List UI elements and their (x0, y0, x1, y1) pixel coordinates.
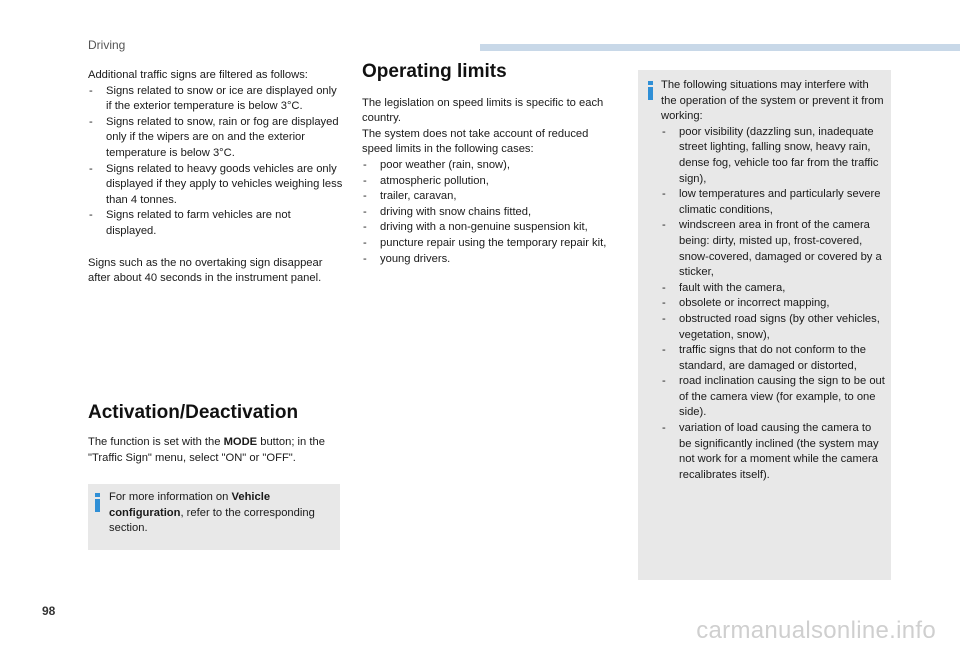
info-box-vehicle-configuration (88, 484, 340, 550)
list-item: - obsolete or incorrect mapping, (661, 296, 885, 312)
info-icon (95, 493, 101, 512)
list-item: - poor visibility (dazzling sun, inadequate street lighting, falling snow, heavy rain, dense fog, vehicle too far from the traffic sign), (661, 125, 885, 187)
info-text-start: For more information on (109, 491, 232, 503)
list-item: - young drivers. (362, 252, 612, 268)
activation-text-end: button; in the "Traffic Sign" menu, select "ON" or "OFF". (88, 436, 325, 464)
interference-list (661, 125, 885, 484)
filters-list (88, 84, 343, 240)
activation-text (88, 435, 348, 466)
list-item: - trailer, caravan, (362, 189, 612, 205)
info-icon (648, 81, 654, 100)
operating-limits-heading: Operating limits (362, 61, 507, 82)
reduced-limits-text: The system does not take account of reduced speed limits in the following cases: (362, 127, 589, 156)
column-left (88, 68, 343, 287)
list-item: - Signs related to heavy goods vehicles are only displayed if they apply to vehicles weighing less than 4 tonnes. (88, 162, 343, 209)
watermark[interactable]: carmanualsonline.info (696, 617, 936, 644)
page-number: 98 (42, 604, 56, 618)
list-item: - fault with the camera, (661, 281, 885, 297)
list-item: - atmospheric pollution, (362, 174, 612, 190)
column-middle (362, 61, 612, 267)
cases-list (362, 158, 612, 267)
list-item: - obstructed road signs (by other vehicles, vegetation, snow), (661, 312, 885, 343)
info-text-end: , refer to the corresponding section. (109, 506, 315, 535)
list-item: - Signs related to farm vehicles are not displayed. (88, 208, 343, 239)
section-label: Driving (88, 38, 126, 52)
info-box-interference (638, 70, 891, 580)
activation-heading: Activation/Deactivation (88, 402, 299, 423)
list-item: - poor weather (rain, snow), (362, 158, 612, 174)
list-item: - windscreen area in front of the camera being: dirty, misted up, frost-covered, snow-covered, damaged or covered by a sticker, (661, 218, 885, 280)
list-item: - low temperatures and particularly severe climatic conditions, (661, 187, 885, 218)
info-box-text (109, 490, 332, 537)
list-item: - traffic signs that do not conform to the standard, are damaged or distorted, (661, 343, 885, 374)
mode-button-label: MODE (223, 436, 258, 448)
list-item: - road inclination causing the sign to be out of the camera view (for example, to one side). (661, 374, 885, 421)
list-item: - variation of load causing the camera to be significantly inclined (the system may not work for a moment while the camera recalibrates itself). (661, 421, 885, 483)
header-bar (480, 44, 960, 51)
activation-text-start: The function is set with the (88, 436, 224, 448)
list-item: - driving with a non-genuine suspension kit, (362, 220, 612, 236)
list-item: - Signs related to snow, rain or fog are displayed only if the wipers are on and the exterior temperature is below 3°C. (88, 115, 343, 162)
list-item: - driving with snow chains fitted, (362, 205, 612, 221)
list-item: - puncture repair using the temporary repair kit, (362, 236, 612, 252)
interference-intro: The following situations may interfere with the operation of the system or prevent it from working: (661, 79, 884, 123)
legislation-text: The legislation on speed limits is specific to each country. (362, 96, 604, 125)
list-item: - Signs related to snow or ice are displayed only if the exterior temperature is below 3°C. (88, 84, 343, 115)
overtaking-note: Signs such as the no overtaking sign disappear after about 40 seconds in the instrument panel. (88, 256, 323, 285)
vehicle-configuration-label: Vehicle configuration (109, 491, 271, 519)
filters-intro: Additional traffic signs are filtered as follows: (88, 69, 308, 81)
